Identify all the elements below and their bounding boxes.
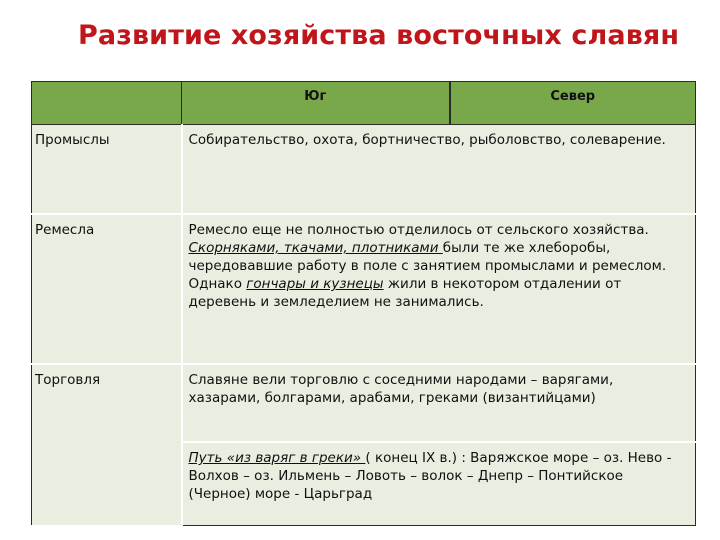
row-text-route: Путь «из варяг в греки» ( конец IX в.) : Варяжское море – оз. Нево - Волхов – оз. Ильмень – Ловоть – волок – Днепр – Понтийское (Черное) море - Царьград xyxy=(182,442,696,526)
table-row-handicrafts xyxy=(32,214,696,364)
header-row xyxy=(32,82,696,125)
link-route: Путь «из варяг в греки» xyxy=(188,450,366,466)
table-row-crafts xyxy=(32,125,696,215)
slide-title: Развитие хозяйства восточных славян xyxy=(78,20,680,51)
link-furriers: Скорняками, ткачами, плотниками xyxy=(188,240,443,256)
row-text-trade: Славяне вели торговлю с соседними народами – варягами, хазарами, болгарами, арабами, греками (византийцами) xyxy=(182,364,696,442)
row-label-crafts: Промыслы xyxy=(32,125,182,215)
header-south: Юг xyxy=(182,82,450,125)
row-label-trade: Торговля xyxy=(32,364,182,526)
table-row-trade xyxy=(32,364,696,442)
header-north: Север xyxy=(450,82,696,125)
economy-table xyxy=(31,81,696,527)
link-potters: гончары и кузнецы xyxy=(246,276,384,292)
row-text-crafts: Собирательство, охота, бортничество, рыболовство, солеварение. xyxy=(182,125,696,215)
header-empty-cell xyxy=(32,82,182,125)
row-text-handicrafts: Ремесло еще не полностью отделилось от сельского хозяйства. Скорняками, ткачами, плотниками были те же хлеборобы, чередовавшие работу в поле с занятием промыслами и ремеслом. Однако гончары и кузнецы жили в некотором отдалении от деревень и земледелием не занимались. xyxy=(182,214,696,364)
row-label-handicrafts: Ремесла xyxy=(32,214,182,364)
